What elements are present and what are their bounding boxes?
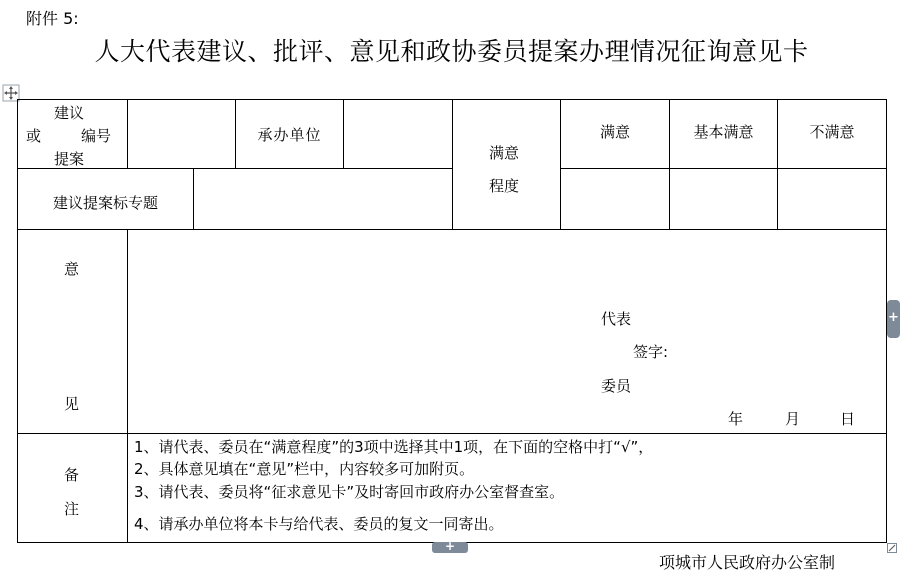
handling-unit-label-cell — [235, 99, 344, 169]
plus-icon: + — [888, 310, 899, 325]
day-label: 日 — [840, 410, 856, 428]
member-label: 委员 — [601, 377, 632, 395]
option-basically-satisfied-cell — [669, 99, 778, 169]
remarks-label-cell — [17, 433, 128, 543]
note-item-3: 3、请代表、委员将“征求意见卡”及时寄回市政府办公室督查室。 — [134, 483, 565, 501]
number-input-cell[interactable] — [127, 99, 236, 169]
topic-label: 建议提案标专题 — [52, 193, 158, 212]
number-label-line2b: 编号 — [81, 127, 112, 145]
document-title: 人大代表建议、批评、意见和政协委员提案办理情况征询意见卡 — [94, 37, 809, 66]
year-label: 年 — [728, 410, 744, 428]
remarks-label-top: 备 — [64, 466, 80, 484]
insert-row-button[interactable] — [432, 539, 468, 553]
opinion-label-bottom: 见 — [64, 395, 80, 413]
note-item-1: 1、请代表、委员在“满意程度”的3项中选择其中1项，在下面的空格中打“√”， — [134, 438, 654, 456]
plus-icon: + — [444, 539, 456, 553]
representative-label: 代表 — [601, 310, 632, 328]
checkbox-satisfied-cell[interactable] — [560, 168, 670, 230]
option-unsatisfied-label: 不满意 — [809, 122, 855, 141]
remarks-label-bottom: 注 — [64, 500, 80, 518]
attachment-label: 附件 5: — [26, 9, 79, 28]
number-label-cell — [17, 99, 128, 169]
satisfaction-label-line1: 满意 — [489, 144, 520, 162]
handling-unit-input-cell[interactable] — [343, 99, 453, 169]
option-satisfied-cell — [560, 99, 670, 169]
month-label: 月 — [785, 410, 801, 428]
opinion-label-cell — [17, 229, 128, 434]
checkbox-unsatisfied-cell[interactable] — [777, 168, 887, 230]
handling-unit-label: 承办单位 — [257, 125, 322, 144]
table-resize-handle-icon[interactable] — [887, 543, 897, 553]
number-label-line3: 提案 — [54, 150, 85, 168]
opinion-input-cell[interactable] — [127, 229, 887, 434]
option-satisfied-label: 满意 — [599, 122, 630, 141]
number-label-line2a: 或 — [26, 127, 42, 145]
note-item-4: 4、请承办单位将本卡与给代表、委员的复文一同寄出。 — [134, 515, 504, 533]
option-basically-satisfied-label: 基本满意 — [693, 122, 754, 141]
satisfaction-label-line2: 程度 — [489, 177, 520, 195]
option-unsatisfied-cell — [777, 99, 887, 169]
remarks-content-cell — [127, 433, 887, 543]
opinion-label-top: 意 — [64, 260, 80, 278]
topic-label-cell — [17, 168, 194, 230]
insert-column-button[interactable] — [887, 300, 900, 338]
topic-input-cell[interactable] — [193, 168, 453, 230]
signature-label: 签字: — [633, 343, 669, 361]
checkbox-basically-satisfied-cell[interactable] — [669, 168, 778, 230]
satisfaction-label-cell — [452, 99, 561, 230]
number-label-line1: 建议 — [54, 104, 85, 122]
issuer-label: 项城市人民政府办公室制 — [658, 553, 835, 572]
note-item-2: 2、具体意见填在“意见”栏中，内容较多可加附页。 — [134, 460, 475, 478]
